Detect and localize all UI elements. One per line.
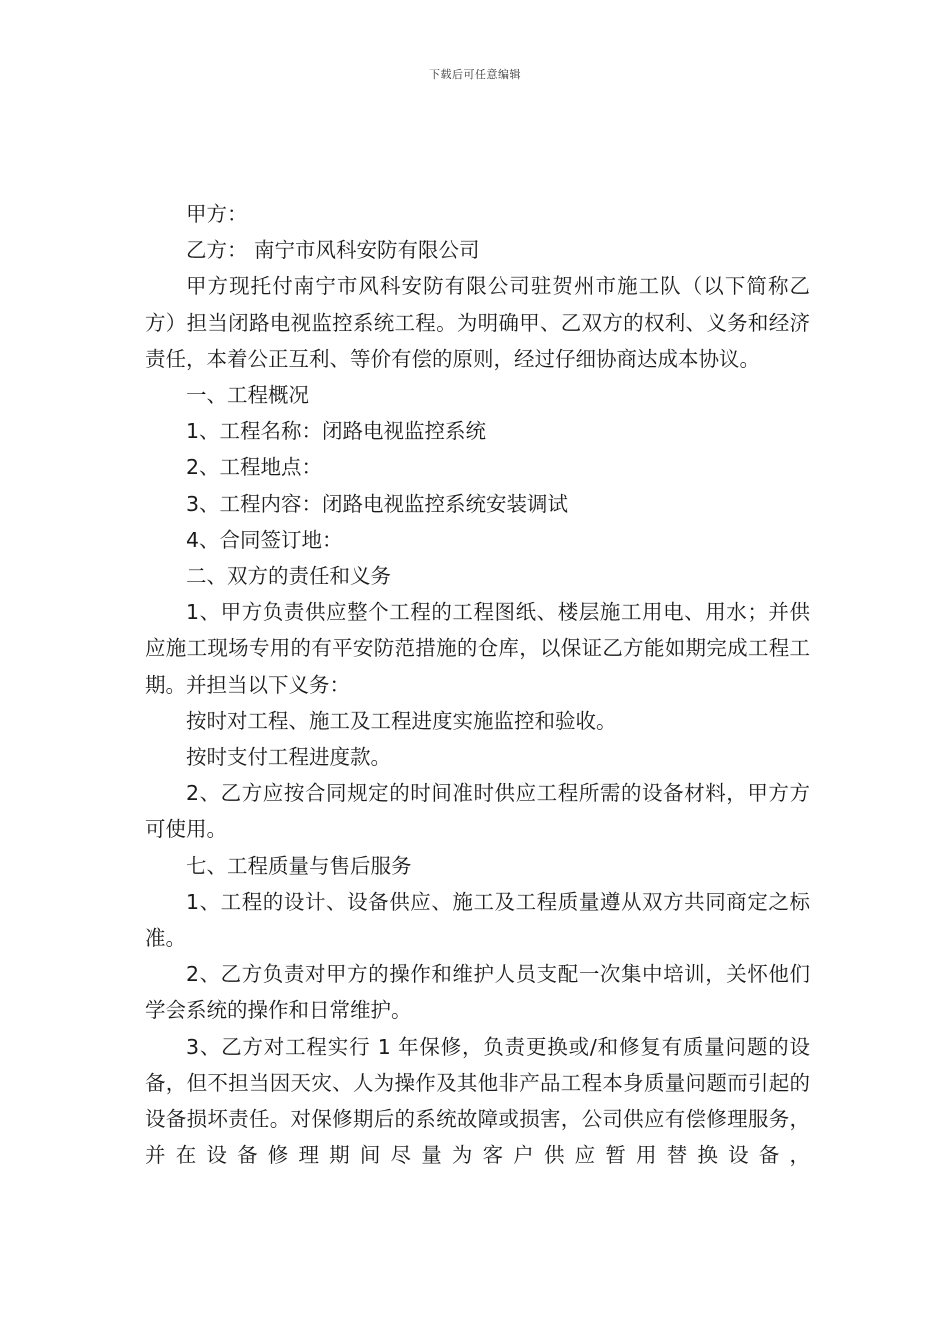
paragraph-project-location: 2、工程地点： <box>186 455 323 480</box>
paragraph-party-b: 乙方： 南宁市风科安防有限公司 <box>186 238 480 263</box>
paragraph-party-a-duties: 1、甲方负责供应整个工程的工程图纸、楼层施工用电、用水；并供应施工现场专用的有平安防范措施的仓库，以保证乙方能如期完成工程工期。并担当以下义务： <box>145 600 810 697</box>
paragraph-project-name: 1、工程名称：闭路电视监控系统 <box>186 419 487 444</box>
paragraph-project-content: 3、工程内容：闭路电视监控系统安装调试 <box>186 491 569 516</box>
paragraph-signing-place: 4、合同签订地： <box>186 527 343 552</box>
paragraph-intro: 甲方现托付南宁市风科安防有限公司驻贺州市施工队（以下简称乙方）担当闭路电视监控系统工程。为明确甲、乙双方的权利、义务和经济责任，本着公正互利、等价有偿的原则，经过仔细协商达成本协议。 <box>145 274 810 371</box>
paragraph-monitoring: 按时对工程、施工及工程进度实施监控和验收。 <box>186 708 617 733</box>
page-header-note: 下载后可任意编辑 <box>429 68 521 81</box>
section-heading-responsibilities: 二、双方的责任和义务 <box>186 564 391 589</box>
paragraph-quality-standard: 1、工程的设计、设备供应、施工及工程质量遵从双方共同商定之标准。 <box>145 889 810 951</box>
paragraph-payment: 按时支付工程进度款。 <box>186 745 391 770</box>
paragraph-party-b-supply: 2、乙方应按合同规定的时间准时供应工程所需的设备材料，甲方方可使用。 <box>145 781 810 842</box>
section-heading-overview: 一、工程概况 <box>186 383 309 408</box>
document-body <box>145 196 810 1173</box>
paragraph-warranty: 3、乙方对工程实行 1 年保修，负责更换或/和修复有质量问题的设备，但不担当因天灾、人为操作及其他非产品工程本身质量问题而引起的设备损坏责任。对保修期后的系统故障或损害，公司供应有偿修理服务，并在设备修理期间尽量为客户供应暂用替换设备， <box>145 1034 810 1168</box>
section-heading-quality: 七、工程质量与售后服务 <box>186 853 412 878</box>
paragraph-training: 2、乙方负责对甲方的操作和维护人员支配一次集中培训，关怀他们学会系统的操作和日常维护。 <box>145 962 810 1023</box>
paragraph-party-a: 甲方： <box>186 202 248 226</box>
